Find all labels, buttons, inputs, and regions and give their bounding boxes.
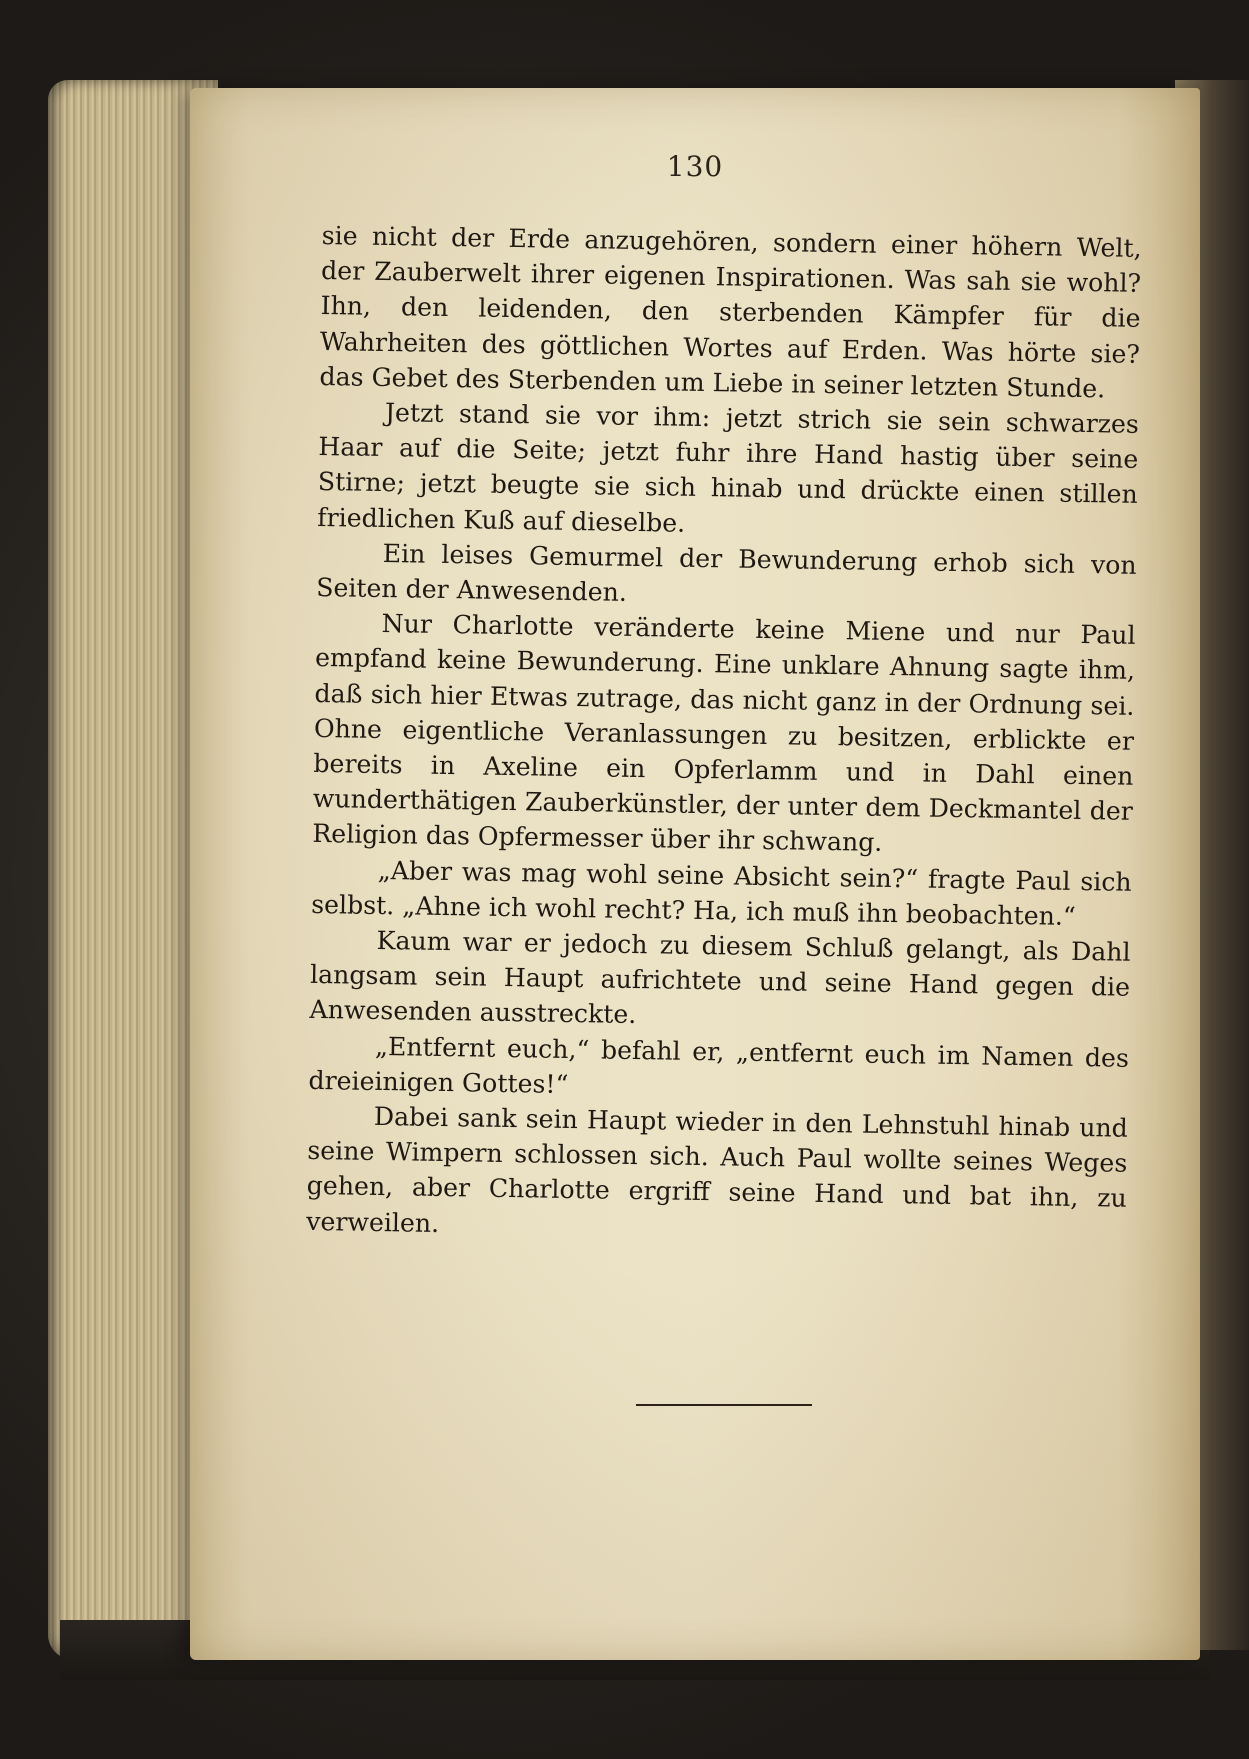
page-number: 130 xyxy=(666,150,724,183)
section-end-rule xyxy=(636,1404,812,1406)
paragraph: Nur Charlotte veränderte keine Miene und nur Paul empfand keine Bewunderung. Eine unklare Ahnung sagte ihm, daß sich hier Etwas zutrage, das nicht ganz in der Ordnung sei. Ohne eigentliche Veranlassungen zu besitzen, erblickte er bereits in Axeline ein Opferlamm und in Dahl einen wunderthätigen Zauberkünstler, der unter dem Deckmantel der Religion das Opfermesser über ihr schwang. xyxy=(312,609,1136,858)
paragraph: Kaum war er jedoch zu diesem Schluß gelangt, als Dahl langsam sein Haupt aufrichtete und seine Hand gegen die Anwesenden ausstreckte. xyxy=(309,926,1131,1030)
body-text xyxy=(306,218,1142,1252)
paragraph: Dabei sank sein Haupt wieder in den Lehnstuhl hinab und seine Wimpern schlossen sich. Auch Paul wollte seines Weges gehen, aber Charlotte ergriff seine Hand und bat ihn, zu verweilen. xyxy=(306,1102,1129,1238)
paragraph: „Aber was mag wohl seine Absicht sein?“ fragte Paul sich selbst. „Ahne ich wohl recht? Ha, ich muß ihn beobachten.“ xyxy=(310,855,1132,931)
paragraph: „Entfernt euch,“ befahl er, „entfernt euch im Namen des dreieinigen Gottes!“ xyxy=(308,1031,1130,1099)
paragraph: Ein leises Gemurmel der Bewunderung erhob sich von Seiten der Anwesenden. xyxy=(315,538,1137,607)
paragraph: Jetzt stand sie vor ihm: jetzt strich sie sein schwarzes Haar auf die Seite; jetzt fuhr ihre Hand hastig über seine Stirne; jetzt beugte sie sich hinab und drückte einen stillen friedlichen Kuß auf dieselbe. xyxy=(317,398,1140,538)
paragraph: sie nicht der Erde anzugehören, sondern einer höhern Welt, der Zauberwelt ihrer eigenen Inspirationen. Was sah sie wohl? Ihn, den leidenden, den sterbenden Kämpfer für die Wahrheiten des göttlichen Wortes auf Erden. Was hörte sie? das Gebet des Sterbenden um Liebe in seiner letzten Stunde. xyxy=(319,220,1142,404)
book-page xyxy=(190,88,1200,1660)
